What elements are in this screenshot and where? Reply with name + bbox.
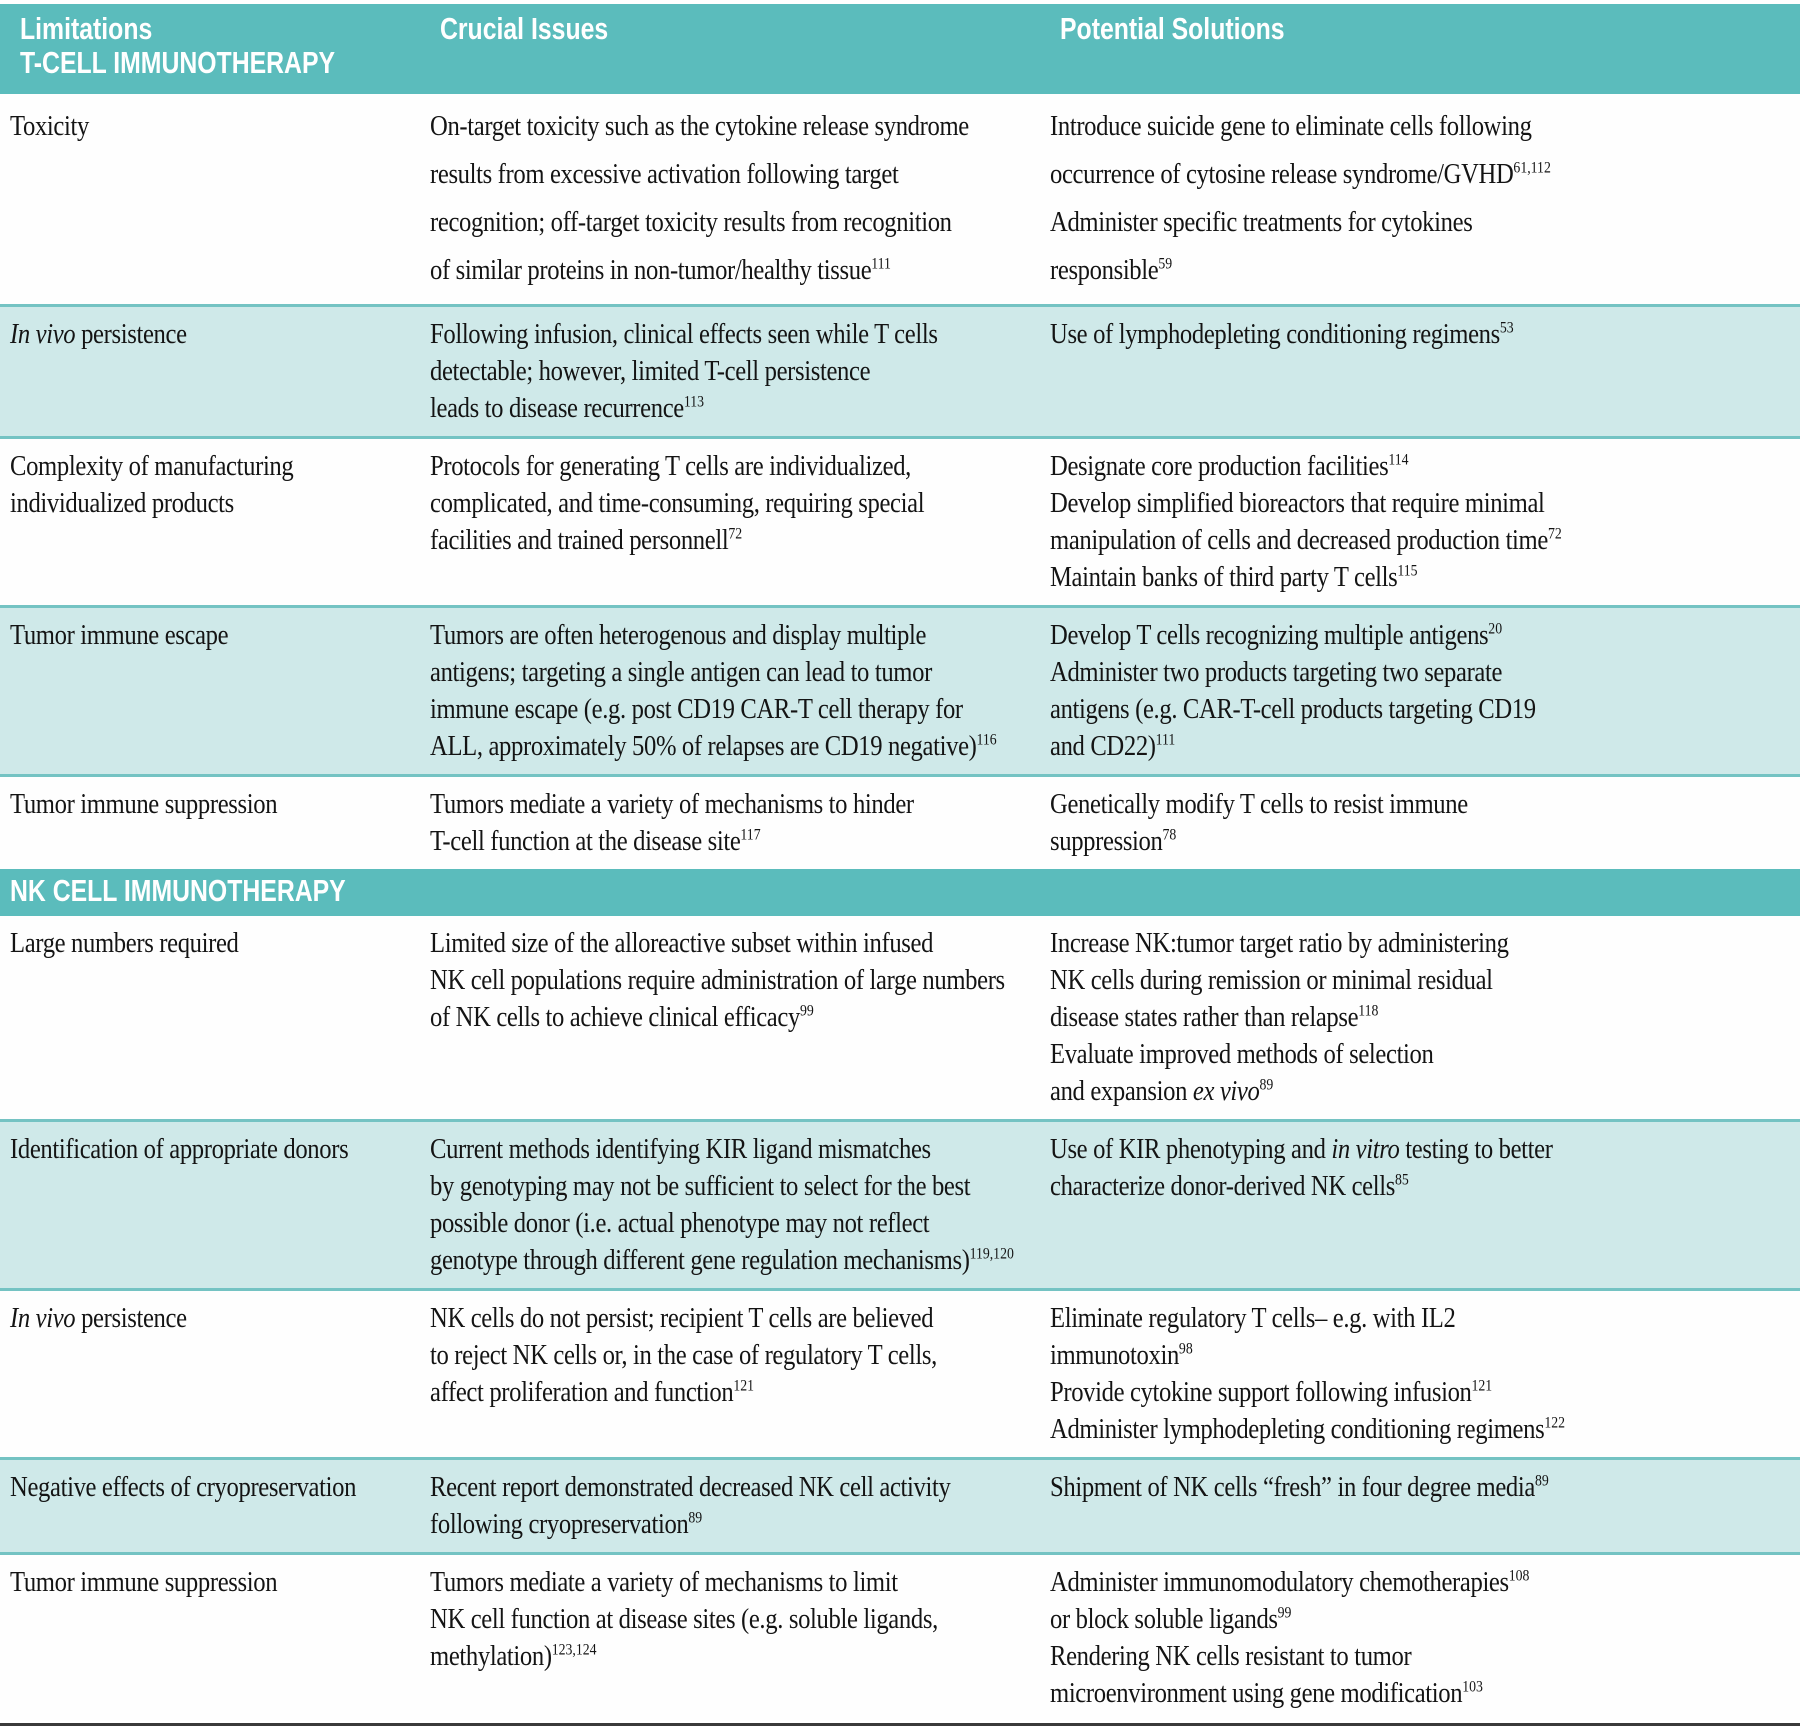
text-line: possible donor (i.e. actual phenotype may not reflect [430,1208,930,1239]
text-line: suppression$^{78}$ [1050,826,1177,857]
text-line: Rendering NK cells resistant to tumor [1050,1641,1412,1672]
crucial-issues-header-label: Crucial Issues [440,11,609,46]
text-line: Develop simplified bioreactors that require minimal [1050,488,1545,519]
limitation-cell [0,1469,420,1543]
text-line: and expansion ex vivo$^{89}$ [1050,1076,1274,1107]
text-line: complicated, and time-consuming, requiring special [430,488,925,519]
table-header-row [0,4,1800,94]
text-line: manipulation of cells and decreased production time$^{72}$ [1050,525,1562,556]
tcell-section-header-label: T-CELL IMMUNOTHERAPY [20,45,336,80]
potential-solutions-cell [1040,316,1800,427]
text-line: characterize donor-derived NK cells$^{85}$ [1050,1171,1409,1202]
text-line: Shipment of NK cells “fresh” in four degree media$^{89}$ [1050,1472,1549,1503]
text-line: Tumor immune suppression [10,1567,278,1598]
text-line: Tumors mediate a variety of mechanisms to limit [430,1567,898,1598]
header-limitations-cell [10,12,430,80]
text-line: Develop T cells recognizing multiple antigens$^{20}$ [1050,620,1503,651]
limitation-cell [0,925,420,1110]
crucial-issues-cell [420,1469,1040,1543]
table-row [0,916,1800,1119]
text-line: Toxicity [10,111,89,142]
text-line: disease states rather than relapse$^{118}$ [1050,1002,1379,1033]
text-line: Genetically modify T cells to resist immune [1050,789,1468,820]
text-line: In vivo persistence [10,319,187,350]
potential-solutions-cell [1040,1131,1800,1279]
table-row [0,777,1800,869]
text-line: Large numbers required [10,928,239,959]
limitation-cell [0,1131,420,1279]
table-row [0,94,1800,304]
nk-section-header-bar [0,869,1800,916]
limitation-cell [0,617,420,765]
text-line: to reject NK cells or, in the case of regulatory T cells, [430,1340,937,1371]
nk-section-header-label: NK CELL IMMUNOTHERAPY [10,873,346,908]
text-line: In vivo persistence [10,1303,187,1334]
text-line: occurrence of cytosine release syndrome/GVHD$^{61,112}$ [1050,159,1551,190]
potential-solutions-cell [1040,925,1800,1110]
potential-solutions-cell [1040,448,1800,596]
header-crucial-issues-cell [430,12,1050,80]
potential-solutions-cell [1040,1300,1800,1448]
text-line: On-target toxicity such as the cytokine release syndrome [430,111,969,142]
crucial-issues-cell [420,786,1040,860]
text-line: Introduce suicide gene to eliminate cells following [1050,111,1532,142]
text-line: of similar proteins in non-tumor/healthy tissue$^{111}$ [430,255,891,286]
text-line: T-cell function at the disease site$^{117}$ [430,826,761,857]
text-line: Recent report demonstrated decreased NK cell activity [430,1472,951,1503]
text-line: Administer specific treatments for cytokines [1050,207,1473,238]
limitation-cell [0,448,420,596]
text-line: facilities and trained personnell$^{72}$ [430,525,743,556]
text-line: Increase NK:tumor target ratio by administering [1050,928,1509,959]
text-line: Current methods identifying KIR ligand mismatches [430,1134,931,1165]
text-line: Evaluate improved methods of selection [1050,1039,1434,1070]
table-row [0,1119,1800,1291]
text-line: following cryopreservation$^{89}$ [430,1509,703,1540]
text-line: NK cells during remission or minimal residual [1050,965,1493,996]
table-row [0,605,1800,777]
text-line: methylation)$^{123,124}$ [430,1641,597,1672]
text-line: of NK cells to achieve clinical efficacy$^{99}$ [430,1002,814,1033]
text-line: immunotoxin$^{98}$ [1050,1340,1193,1371]
crucial-issues-cell [420,1300,1040,1448]
text-line: and CD22)$^{111}$ [1050,731,1176,762]
tcell-immunotherapy-rows [0,94,1800,869]
crucial-issues-cell [420,1564,1040,1712]
text-line: Maintain banks of third party T cells$^{115}$ [1050,562,1418,593]
text-line: microenvironment using gene modification$^{103}$ [1050,1678,1483,1709]
text-line: or block soluble ligands$^{99}$ [1050,1604,1292,1635]
table-bottom-rule [0,1723,1800,1735]
limitation-cell [0,786,420,860]
text-line: Complexity of manufacturing [10,451,294,482]
text-line: Tumor immune escape [10,620,229,651]
text-line: antigens (e.g. CAR-T-cell products targeting CD19 [1050,694,1536,725]
text-line: leads to disease recurrence$^{113}$ [430,393,705,424]
text-line: results from excessive activation following target [430,159,899,190]
potential-solutions-header-label: Potential Solutions [1060,11,1285,46]
table-row [0,1555,1800,1721]
table-row [0,1291,1800,1457]
text-line: antigens; targeting a single antigen can lead to tumor [430,657,932,688]
text-line: NK cell populations require administration of large numbers [430,965,1005,996]
text-line: Use of KIR phenotyping and in vitro testing to better [1050,1134,1553,1165]
text-line: individualized products [10,488,234,519]
text-line: Eliminate regulatory T cells– e.g. with IL2 [1050,1303,1456,1334]
table-row [0,439,1800,605]
text-line: NK cell function at disease sites (e.g. soluble ligands, [430,1604,938,1635]
limitation-cell [0,1300,420,1448]
text-line: Limited size of the alloreactive subset within infused [430,928,934,959]
text-line: by genotyping may not be sufficient to select for the best [430,1171,971,1202]
text-line: Administer immunomodulatory chemotherapies$^{108}$ [1050,1567,1530,1598]
crucial-issues-cell [420,448,1040,596]
limitations-header-label: Limitations [20,11,153,46]
text-line: recognition; off-target toxicity results from recognition [430,207,952,238]
text-line: Protocols for generating T cells are individualized, [430,451,911,482]
limitation-cell [0,1564,420,1712]
crucial-issues-cell [420,925,1040,1110]
text-line: genotype through different gene regulation mechanisms)$^{119,120}$ [430,1245,1014,1276]
crucial-issues-cell [420,1131,1040,1279]
crucial-issues-cell [420,103,1040,295]
text-line: Designate core production facilities$^{114}$ [1050,451,1409,482]
text-line: immune escape (e.g. post CD19 CAR-T cell therapy for [430,694,963,725]
text-line: Provide cytokine support following infusion$^{121}$ [1050,1377,1493,1408]
header-potential-solutions-cell [1050,12,1790,80]
text-line: NK cells do not persist; recipient T cells are believed [430,1303,934,1334]
text-line: Identification of appropriate donors [10,1134,349,1165]
table-row [0,304,1800,439]
potential-solutions-cell [1040,1469,1800,1543]
table-row [0,1457,1800,1555]
text-line: Administer lymphodepleting conditioning regimens$^{122}$ [1050,1414,1566,1445]
crucial-issues-cell [420,316,1040,427]
potential-solutions-cell [1040,786,1800,860]
crucial-issues-cell [420,617,1040,765]
potential-solutions-cell [1040,617,1800,765]
text-line: responsible$^{59}$ [1050,255,1173,286]
potential-solutions-cell [1040,103,1800,295]
text-line: Tumors mediate a variety of mechanisms to hinder [430,789,914,820]
text-line: ALL, approximately 50% of relapses are CD19 negative)$^{116}$ [430,731,997,762]
potential-solutions-cell [1040,1564,1800,1712]
nk-immunotherapy-rows [0,916,1800,1721]
text-line: Following infusion, clinical effects seen while T cells [430,319,938,350]
text-line: Tumors are often heterogenous and display multiple [430,620,927,651]
limitation-cell [0,103,420,295]
limitation-cell [0,316,420,427]
text-line: detectable; however, limited T-cell persistence [430,356,871,387]
text-line: Use of lymphodepleting conditioning regimens$^{53}$ [1050,319,1514,350]
text-line: Tumor immune suppression [10,789,278,820]
text-line: Negative effects of cryopreservation [10,1472,357,1503]
text-line: Administer two products targeting two separate [1050,657,1503,688]
text-line: affect proliferation and function$^{121}$ [430,1377,755,1408]
